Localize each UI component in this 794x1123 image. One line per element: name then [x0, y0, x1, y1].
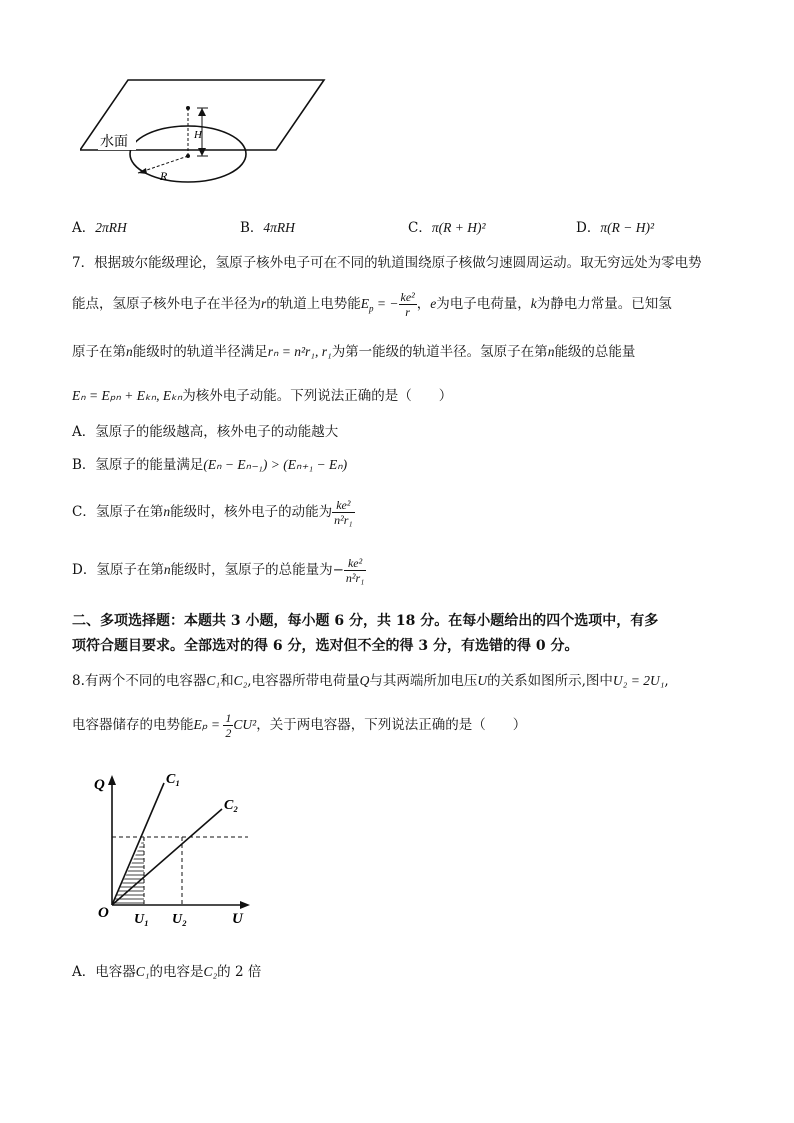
option-letter: A．	[72, 220, 96, 236]
q8-option-a[interactable]: A．电容器C₁的电容是C₂的 2 倍	[72, 964, 262, 980]
q7-option-d[interactable]: D．氢原子在第n能级时，氢原子的总能量为− $\frac{\text{ke²}}{\text{n²r₁}}$	[72, 556, 365, 585]
q6-option-d[interactable]	[576, 218, 654, 238]
option-text: π(R + H)²	[431, 220, 486, 235]
q8-line2: 电容器储存的电势能Eₚ = $\frac{1}{2}$ CU²，关于两电容器，下列说法正确的是（ ）	[72, 711, 527, 740]
q6-option-a[interactable]	[72, 218, 127, 238]
section2-heading-line1: 二、多项选择题：本题共 3 小题，每小题 6 分，共 18 分。在每小题给出的四个选项中，有多	[72, 613, 659, 629]
q7-line3: 原子在第n能级时的轨道半径满足rₙ = n²r₁, r₁为第一能级的轨道半径。氢原子在第n能级的总能量	[72, 344, 636, 360]
origin-label: O	[98, 905, 109, 921]
label-R: R	[160, 169, 168, 183]
q6-option-c[interactable]	[408, 218, 486, 238]
q-axis-arrow	[108, 775, 116, 785]
axis-label-Q: Q	[94, 777, 105, 793]
water-surface-figure	[80, 70, 340, 200]
axis-label-U: U	[232, 911, 243, 927]
q6-option-b[interactable]	[240, 218, 295, 238]
fraction-ke2-over-n2r1: $\frac{\text{ke²}}{\text{n²r₁}}$	[345, 556, 365, 585]
q-u-graph	[86, 765, 266, 935]
option-text: 2πRH	[95, 220, 127, 235]
option-text: π(R − H)²	[600, 220, 654, 235]
q7-line4: Eₙ = Eₚₙ + Eₖₙ, Eₖₙ为核外电子动能。下列说法正确的是（ ）	[72, 388, 453, 404]
u-axis-arrow	[240, 901, 250, 909]
label-H: H	[194, 129, 202, 141]
line-C2	[112, 809, 222, 905]
q7-option-c[interactable]: C．氢原子在第n能级时，核外电子的动能为 $\frac{\text{ke²}}{\text{n²r₁}}$	[72, 498, 353, 527]
label-C1: C₁	[166, 772, 181, 787]
q8-line1: 8.有两个不同的电容器C₁和C₂,电容器所带电荷量Q与其两端所加电压U的关系如图所示,图中U₂ = 2U₁,	[72, 673, 669, 689]
fraction-ke2-over-n2r1: $\frac{\text{ke²}}{\text{n²r₁}}$	[334, 498, 353, 527]
q7-option-a[interactable]: A．氢原子的能级越高，核外电子的动能越大	[72, 424, 339, 440]
q7-line1: 7．根据玻尔能级理论，氢原子核外电子可在不同的轨道围绕原子核做匀速圆周运动。取无穷远处为零电势	[72, 255, 702, 271]
fraction-one-half: $\frac{1}{2}$	[225, 711, 232, 740]
option-letter: D．	[576, 220, 601, 236]
fraction-ke2-over-r: $\frac{\text{ke²}}{r}$	[400, 290, 415, 319]
option-letter: B．	[240, 220, 264, 236]
q7-line2: 能点，氢原子核外电子在半径为r的轨道上电势能$E_p$ = − $\frac{\text{ke²}}{r}$ ，e为电子电荷量，k为静电力常量。已知氢	[72, 290, 672, 319]
option-text: 4πRH	[263, 220, 295, 235]
tick-U1: U₁	[134, 912, 149, 927]
q7-option-b[interactable]: B．氢原子的能量满足(Eₙ − Eₙ₋₁) > (Eₙ₊₁ − Eₙ)	[72, 457, 348, 473]
label-water: 水面	[100, 135, 128, 150]
section2-heading-line2: 项符合题目要求。全部选对的得 6 分，选对但不全的得 3 分，有选错的得 0 分。	[72, 638, 579, 654]
light-source-point	[186, 106, 190, 110]
tick-U2: U₂	[172, 912, 187, 927]
label-C2: C₂	[224, 798, 239, 813]
option-letter: C．	[408, 220, 432, 236]
